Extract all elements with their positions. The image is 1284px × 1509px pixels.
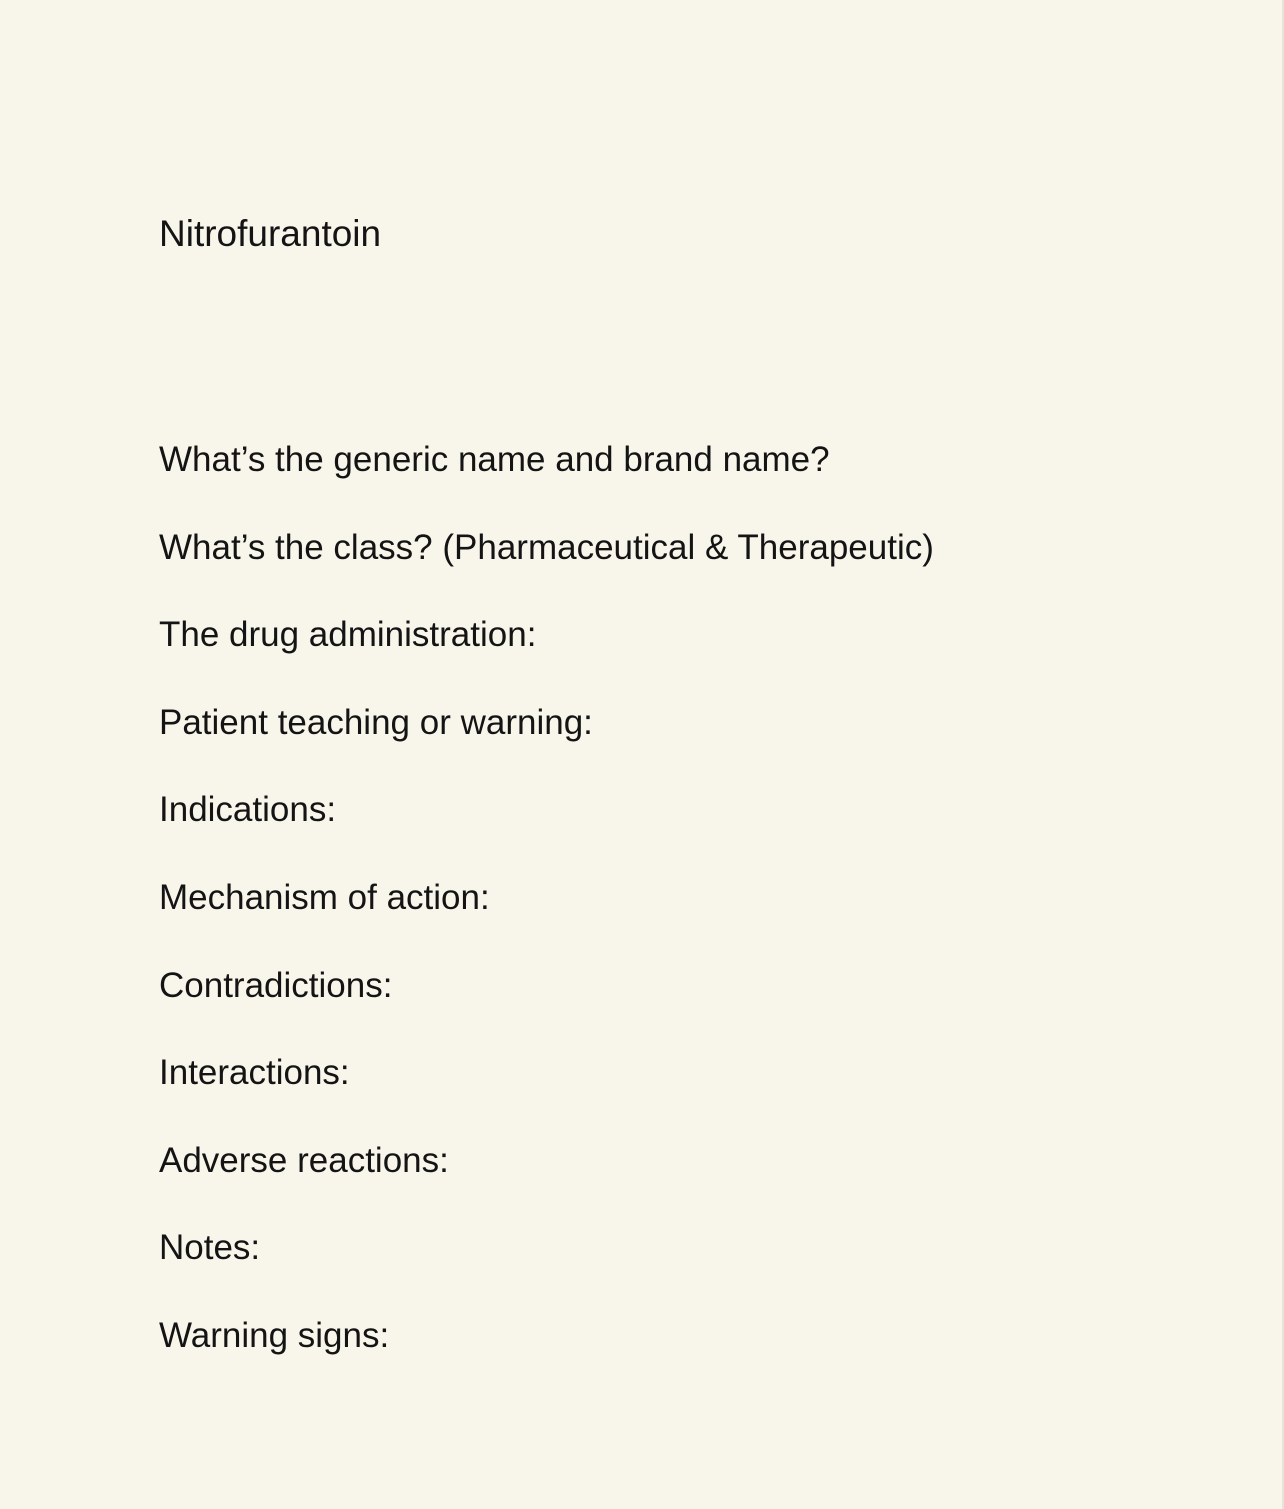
question-mechanism-of-action: Mechanism of action:	[159, 877, 490, 917]
question-indications: Indications:	[159, 790, 337, 830]
question-list	[159, 438, 934, 1402]
question-warning-signs: Warning signs:	[159, 1315, 390, 1355]
question-interactions: Interactions:	[159, 1053, 350, 1093]
question-notes: Notes:	[159, 1228, 261, 1268]
question-patient-teaching: Patient teaching or warning:	[159, 702, 593, 742]
question-class: What’s the class? (Pharmaceutical & Therapeutic)	[159, 527, 934, 567]
question-drug-administration: The drug administration:	[159, 615, 537, 655]
question-generic-brand-name: What’s the generic name and brand name?	[159, 440, 830, 479]
question-contradictions: Contradictions:	[159, 965, 393, 1005]
page-title: Nitrofurantoin	[159, 213, 382, 254]
question-adverse-reactions: Adverse reactions:	[159, 1140, 449, 1180]
